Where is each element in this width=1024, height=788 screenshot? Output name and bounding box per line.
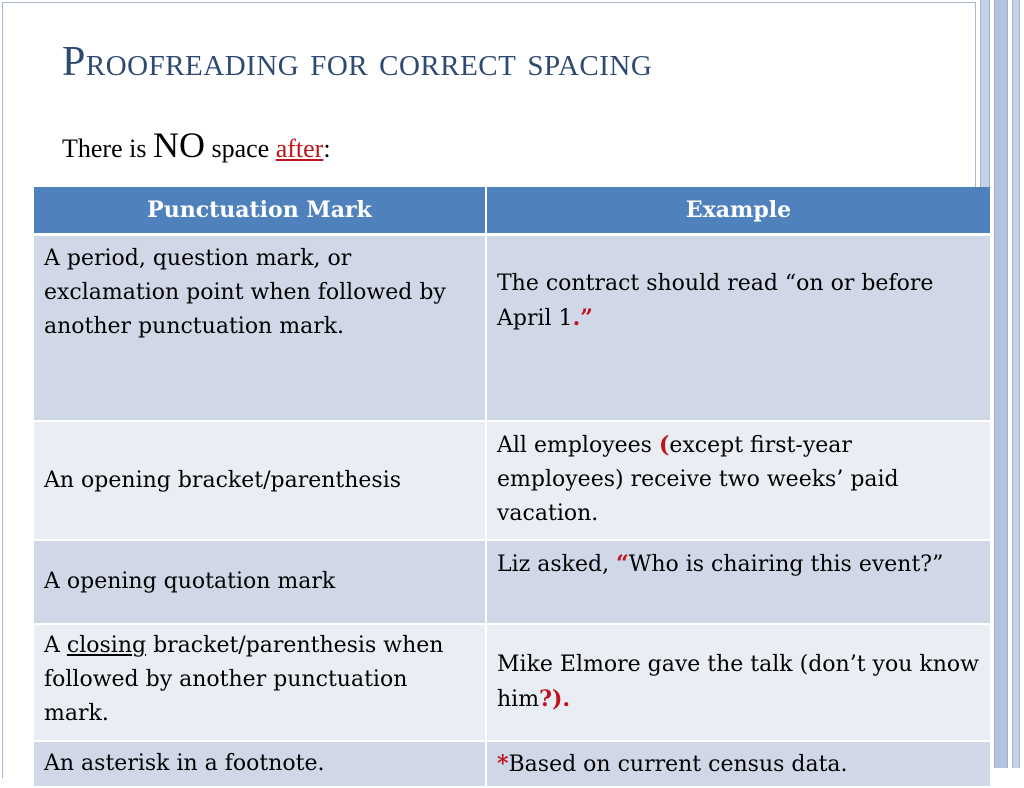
mark-cell: An opening bracket/parenthesis (34, 421, 486, 540)
mark-cell: A period, question mark, or exclamation point when followed by another punctuation mark. (34, 235, 486, 422)
table-row (34, 540, 990, 624)
example-text: except first-year employees) receive two weeks’ paid vacation. (497, 433, 899, 526)
example-cell (486, 741, 990, 787)
table-header-row (34, 187, 990, 235)
slide-subtitle (62, 124, 331, 166)
header-example: Example (486, 187, 990, 235)
mark-cell: A opening quotation mark (34, 540, 486, 624)
punctuation-table (34, 187, 990, 788)
example-cell (486, 421, 990, 540)
rail-stripe (1012, 0, 1020, 768)
example-cell (486, 624, 990, 741)
example-cell (486, 540, 990, 624)
example-highlight: * (497, 750, 509, 777)
table-row (34, 235, 990, 422)
rail-stripe (994, 0, 1008, 768)
mark-cell: An asterisk in a footnote. (34, 741, 486, 787)
example-highlight: .” (572, 305, 593, 331)
subtitle-emphasis: NO (152, 125, 205, 165)
table-row (34, 741, 990, 787)
mark-cell (34, 624, 486, 741)
slide-title: Proofreading for correct spacing (62, 39, 653, 85)
table-row (34, 624, 990, 741)
subtitle-middle: space (204, 134, 276, 163)
example-text: All employees (497, 433, 659, 458)
header-punctuation-mark: Punctuation Mark (34, 187, 486, 235)
subtitle-suffix: : (323, 134, 331, 163)
example-highlight: ( (658, 432, 670, 458)
example-cell (486, 235, 990, 422)
mark-text: bracket/parenthesis when followed by another punctuation mark. (44, 633, 444, 726)
example-text: Who is chairing this event?” (628, 552, 944, 577)
mark-underlined-word: closing (66, 633, 147, 658)
example-text: Mike Elmore gave the talk (don’t you know him (497, 652, 979, 712)
mark-text: A (44, 633, 67, 658)
example-text: Liz asked, (497, 552, 617, 577)
example-text: The contract should read “on or before April 1 (497, 271, 934, 331)
table-row (34, 421, 990, 540)
example-highlight: ?). (539, 686, 571, 712)
example-highlight: “ (616, 551, 629, 577)
example-text: Based on current census data. (508, 751, 848, 777)
subtitle-prefix: There is (62, 134, 153, 163)
subtitle-after-word: after (275, 134, 324, 163)
